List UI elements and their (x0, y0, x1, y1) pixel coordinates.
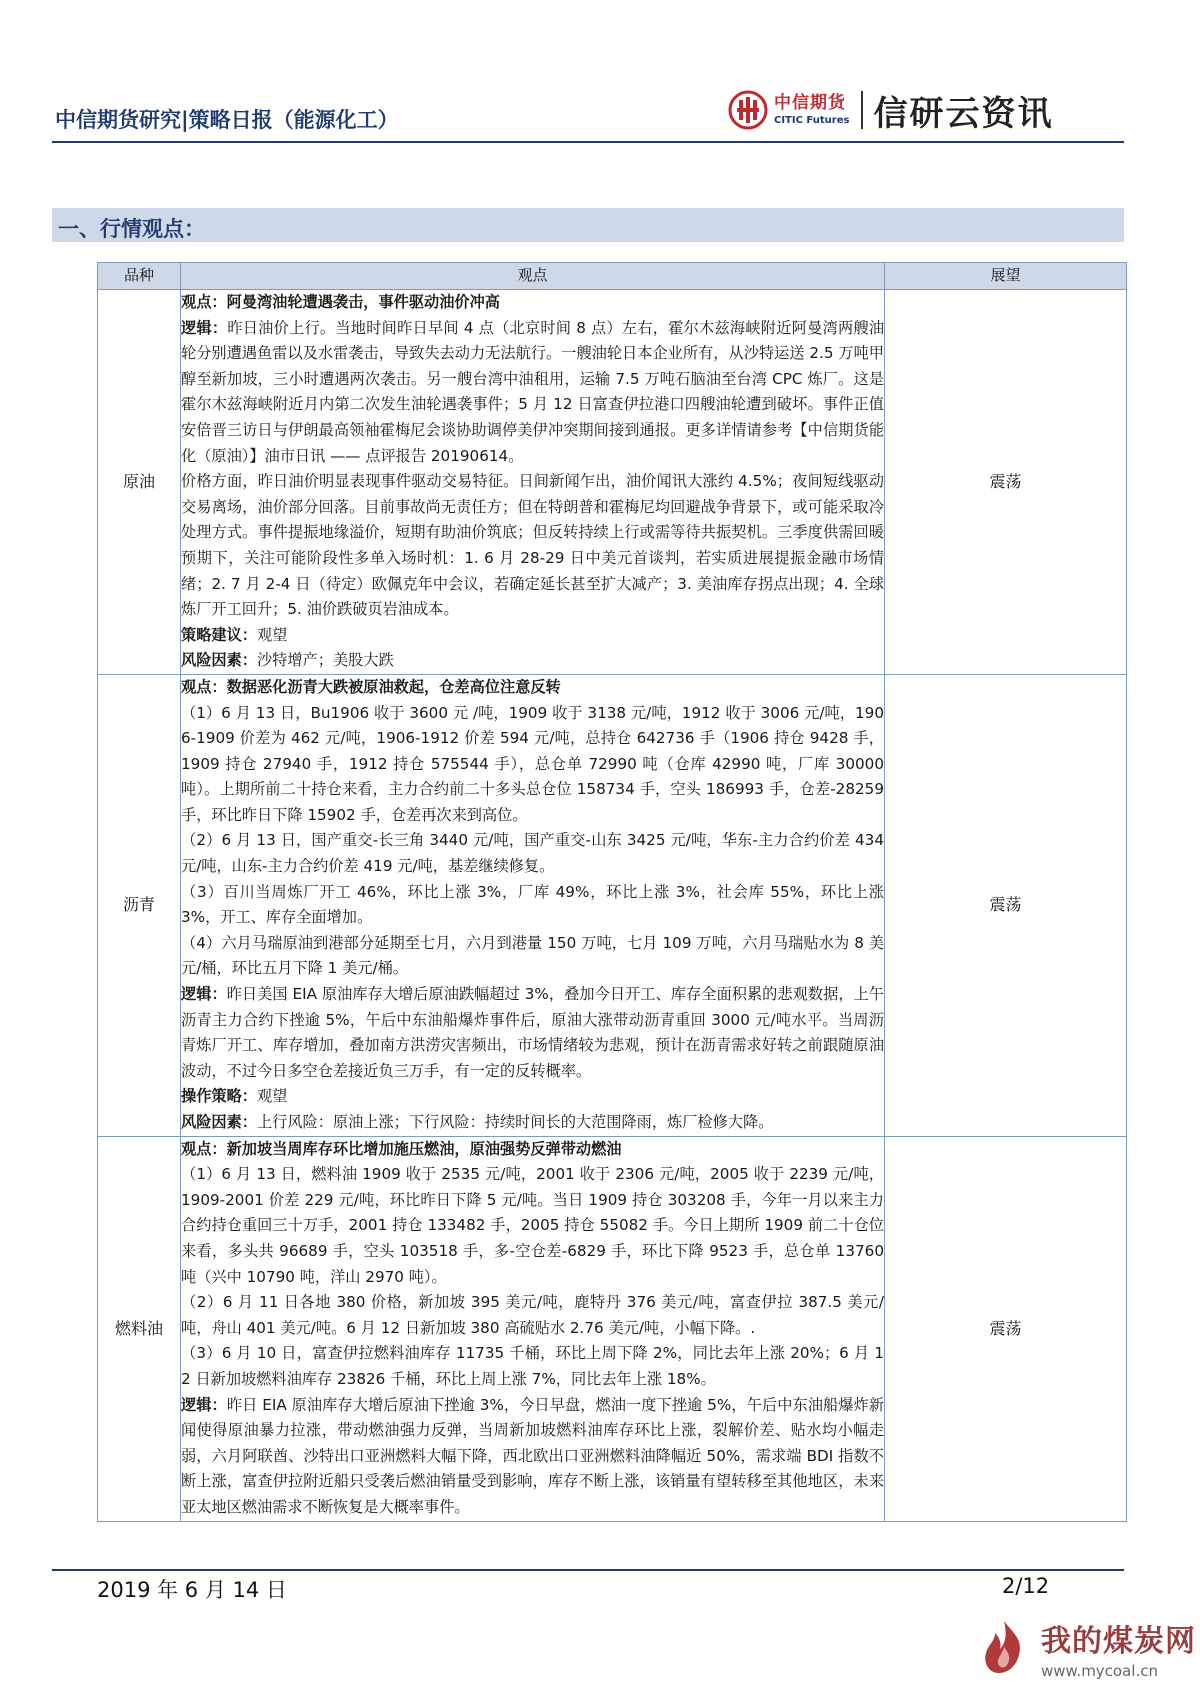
paragraph-text: （3）百川当周炼厂开工 46%，环比上涨 3%，厂库 49%，环比上涨 3%，社会库 55%，环比上涨 3%，开工、库存全面增加。 (181, 882, 884, 927)
paragraph-text: （2）6 月 11 日各地 380 价格，新加坡 395 美元/吨，鹿特丹 376 美元/吨，富查伊拉 387.5 美元/吨，舟山 401 美元/吨。6 月 12 日新加坡 380 高硫贴水 2.76 美元/吨，小幅下降。. (181, 1293, 884, 1337)
view-paragraph (181, 1393, 884, 1521)
paragraph-label: 观点： (181, 677, 227, 696)
logo-separator (861, 91, 863, 129)
watermark-text: 我的煤炭网 (1041, 1624, 1196, 1659)
market-view-table (97, 262, 1127, 1522)
section-title: 一、行情观点： (58, 217, 205, 241)
view-paragraph (181, 290, 884, 316)
paragraph-text: 价格方面，昨日油价明显表现事件驱动交易特征。日间新闻乍出，油价闻讯大涨约 4.5%；夜间短线驱动交易离场，油价部分回落。目前事故尚无责任方；但在特朗普和霍梅尼均回避战争背景下，或可能采取冷处理方式。事件提振地缘溢价，短期有助油价筑底；但反转持续上行或需等待共振契机。三季度供需回暖预期下，关注可能阶段性多单入场时机：1. 6 月 28-29 日中美元首谈判，若实质进展提振金融市场情绪；2. 7 月 2-4 日（待定）欧佩克年中会议，若确定延长甚至扩大减产；3. 美油库存拐点出现；4. 全球炼厂开工回升；5. 油价跌破页岩油成本。 (181, 472, 884, 619)
paragraph-label: 逻辑： (181, 318, 228, 337)
paragraph-label: 策略建议： (181, 625, 257, 644)
company-logo (728, 88, 1053, 132)
paragraph-text: 上行风险：原油上涨；下行风险：持续时间长的大范围降雨，炼厂检修大降。 (256, 1113, 774, 1131)
footer-date: 2019 年 6 月 14 日 (97, 1578, 287, 1602)
col-header-outlook: 展望 (885, 263, 1127, 290)
paragraph-text: 新加坡当周库存环比增加施压燃油，原油强势反弹带动燃油 (226, 1139, 622, 1158)
view-paragraph (181, 675, 884, 701)
table-row (98, 1136, 1127, 1521)
paragraph-text: （1）6 月 13 日，Bu1906 收于 3600 元 /吨，1909 收于 3138 元/吨，1912 收于 3006 元/吨，1906-1909 价差为 462 元/吨，1906-1912 价差 594 元/吨，总持仓 642736 手（1906 持仓 9428 手，1909 持仓 27940 手，1912 持仓 575544 手），总仓单 72990 吨（仓库 42990 吨，厂库 30000 吨）。上期所前二十持仓来看，主力合约前二十多头总仓位 158734 手，空头 186993 手，仓差-28259 手，环比昨日下降 15902 手，仓差再次来到高位。 (181, 703, 884, 824)
paragraph-label: 风险因素： (181, 651, 257, 670)
header-rule (52, 141, 1124, 143)
view-paragraph (181, 1110, 884, 1136)
view-paragraph (181, 982, 884, 1084)
report-header-title: 中信期货研究|策略日报（能源化工） (55, 108, 399, 132)
paragraph-text: 观望 (256, 1087, 288, 1106)
paragraph-text: （4）六月马瑞原油到港部分延期至七月，六月到港量 150 万吨，七月 109 万吨，六月马瑞贴水为 8 美元/桶，环比五月下降 1 美元/桶。 (181, 933, 884, 978)
paragraph-label: 风险因素： (181, 1113, 257, 1131)
view-cell (181, 290, 885, 675)
paragraph-label: 观点： (181, 1139, 227, 1158)
view-paragraph (181, 469, 884, 623)
view-paragraph (181, 828, 884, 879)
logo-en-name: CITIC Futures (774, 114, 850, 126)
view-paragraph (181, 701, 884, 829)
view-paragraph (181, 880, 884, 931)
paragraph-label: 逻辑： (181, 1395, 227, 1414)
view-paragraph (181, 648, 884, 674)
view-cell (181, 674, 885, 1136)
paragraph-text: 阿曼湾油轮遭遇袭击，事件驱动油价冲高 (226, 293, 500, 311)
view-paragraph (181, 1137, 884, 1163)
view-paragraph (181, 316, 884, 470)
variety-cell: 沥青 (98, 674, 181, 1136)
paragraph-text: 昨日油价上行。当地时间昨日早间 4 点（北京时间 8 点）左右，霍尔木兹海峡附近阿曼湾两艘油轮分别遭遇鱼雷以及水雷袭击，导致失去动力无法航行。一艘油轮日本企业所有，从沙特运送 2.5 万吨甲醇至新加坡，三小时遭遇两次袭击。另一艘台湾中油租用，运输 7.5 万吨石脑油至台湾 CPC 炼厂。这是霍尔木兹海峡附近月内第二次发生油轮遇袭事件；5 月 12 日富查伊拉港口四艘油轮遭到破坏。事件正值安倍晋三访日与伊朗最高领袖霍梅尼会谈协助调停美伊冲突期间接到通报。更多详情请参考【中信期货能化（原油）】油市日讯 —— 点评报告 20190614。 (181, 318, 885, 465)
view-paragraph (181, 1084, 884, 1110)
view-paragraph (181, 1341, 884, 1392)
view-paragraph (181, 623, 884, 649)
table-row (98, 290, 1127, 675)
page-number: 2/12 (1002, 1574, 1050, 1598)
view-paragraph (181, 1290, 884, 1341)
paragraph-text: 沙特增产；美股大跌 (256, 651, 394, 670)
outlook-cell: 震荡 (885, 674, 1127, 1136)
table-row (98, 674, 1127, 1136)
paragraph-text: 昨日 EIA 原油库存大增后原油下挫逾 3%，今日早盘，燃油一度下挫逾 5%，午后中东油船爆炸新闻使得原油暴力拉涨，带动燃油强力反弹，当周新加坡燃料油库存环比上涨，裂解价差、贴水均小幅走弱，六月阿联酋、沙特出口亚洲燃料大幅下降，西北欧出口亚洲燃料油降幅近 50%，需求端 BDI 指数不断上涨，富查伊拉附近船只受袭后燃油销量受到影响，库存不断上涨，该销量有望转移至其他地区，未来亚太地区燃油需求不断恢复是大概率事件。 (181, 1395, 885, 1516)
footer-rule (52, 1569, 1124, 1571)
brand-name: 信研云资讯 (873, 93, 1054, 134)
view-paragraph (181, 1162, 884, 1290)
paragraph-text: （1）6 月 13 日，燃料油 1909 收于 2535 元/吨，2001 收于 2306 元/吨，2005 收于 2239 元/吨，1909-2001 价差 229 元/吨，环比昨日下降 5 元/吨。当日 1909 持仓 303208 手，今年一月以来主力合约持仓重回三十万手，2001 持仓 133482 手，2005 持仓 55082 手。今日上期所 1909 前二十仓位来看，多头共 96689 手，空头 103518 手，多-空仓差-6829 手，环比下降 9523 手，总仓单 13760 吨（兴中 10790 吨，洋山 2970 吨）。 (181, 1165, 884, 1286)
paragraph-text: 观望 (256, 625, 288, 644)
view-paragraph (181, 931, 884, 982)
col-header-view: 观点 (181, 263, 885, 290)
col-header-variety: 品种 (98, 263, 181, 290)
paragraph-text: 数据恶化沥青大跌被原油救起，仓差高位注意反转 (226, 677, 561, 696)
flame-logo-icon (973, 1617, 1035, 1679)
outlook-cell: 震荡 (885, 290, 1127, 675)
paragraph-label: 观点： (181, 293, 227, 311)
table-header-row (98, 263, 1127, 290)
paragraph-text: （3）6 月 10 日，富查伊拉燃料油库存 11735 千桶，环比上周下降 2%，同比去年上涨 20%；6 月 12 日新加坡燃料油库存 23826 千桶，环比上周上涨 7%，同比去年上涨 18%。 (181, 1344, 884, 1388)
citic-logo-icon (728, 90, 768, 130)
watermark-url: www.mycoal.cn (1041, 1662, 1158, 1680)
paragraph-text: （2）6 月 13 日，国产重交-长三角 3440 元/吨，国产重交-山东 3425 元/吨，华东-主力合约价差 434 元/吨，山东-主力合约价差 419 元/吨，基差继续修复。 (181, 831, 884, 876)
outlook-cell: 震荡 (885, 1136, 1127, 1521)
paragraph-label: 操作策略： (181, 1087, 257, 1106)
section-bar (52, 208, 1124, 242)
paragraph-label: 逻辑： (181, 985, 227, 1004)
paragraph-text: 昨日美国 EIA 原油库存大增后原油跌幅超过 3%，叠加今日开工、库存全面积累的悲观数据，上午沥青主力合约下挫逾 5%，午后中东油船爆炸事件后，原油大涨带动沥青重回 3000 元/吨水平。当周沥青炼厂开工、库存增加，叠加南方洪涝灾害频出，市场情绪较为悲观，预计在沥青需求好转之前跟随原油波动，不过今日多空仓差接近负三万手，有一定的反转概率。 (181, 985, 884, 1080)
variety-cell: 燃料油 (98, 1136, 181, 1521)
variety-cell: 原油 (98, 290, 181, 675)
view-cell (181, 1136, 885, 1521)
logo-cn-name: 中信期货 (774, 92, 846, 113)
watermark (973, 1616, 1196, 1680)
